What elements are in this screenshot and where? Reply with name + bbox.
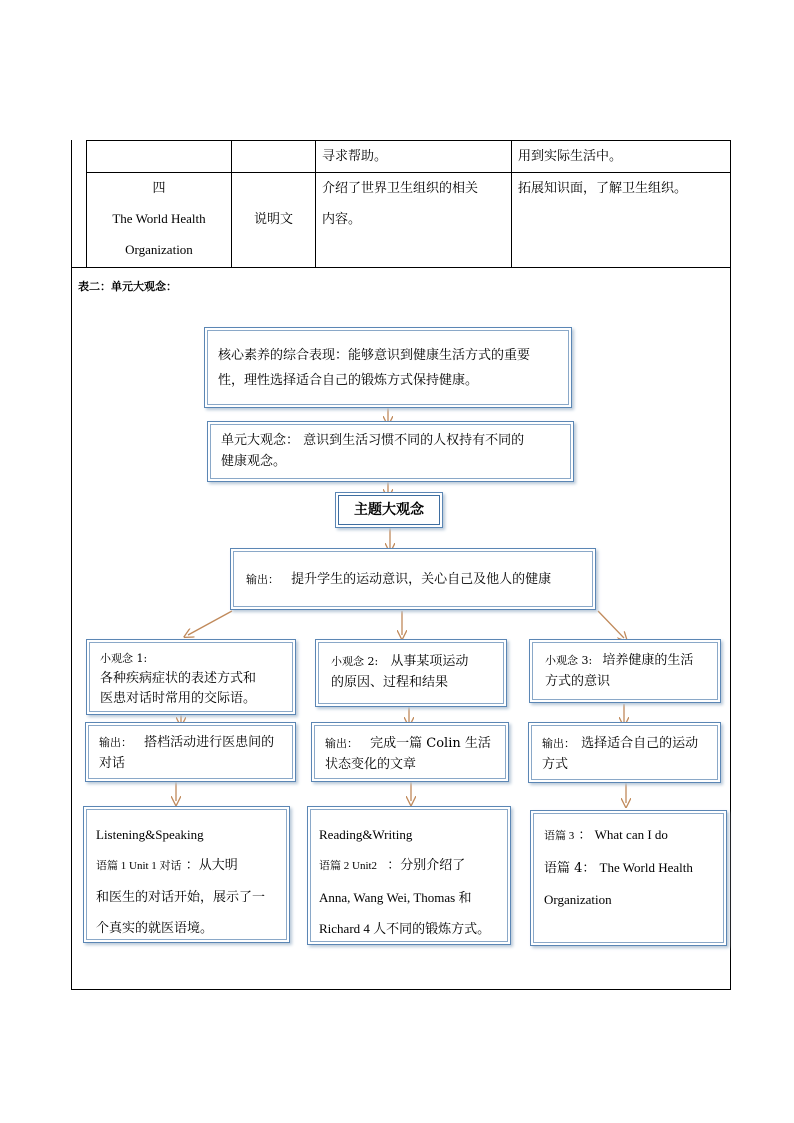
output-1-label: 输出： — [99, 736, 132, 749]
sub-idea-1-label: 小观念 1: — [100, 652, 148, 665]
text-1-line2-row — [96, 850, 277, 882]
text-2-box — [310, 809, 508, 942]
core-competency-line1: 核心素养的综合表现：能够意识到健康生活方式的重要 — [218, 348, 531, 363]
sub-idea-2-label: 小观念 2: — [331, 655, 379, 668]
text-2-line2-row — [319, 850, 499, 882]
sub-idea-3-line2: 方式的意识 — [545, 674, 611, 689]
text-2-line3: Anna, Wang Wei, Thomas 和 — [319, 890, 472, 905]
theme-big-idea-box — [338, 495, 440, 525]
output-3-line1-row — [542, 733, 707, 754]
output-3-box — [531, 725, 718, 780]
output-2-line2: 状态变化的文章 — [325, 757, 417, 772]
sub-idea-2-line2: 的原因、过程和结果 — [331, 675, 449, 690]
text-3-box — [533, 813, 724, 943]
output-1-line2: 对话 — [99, 756, 126, 771]
text-2-line2b: ：分别介绍了 — [387, 858, 466, 873]
output-2-line1-row — [325, 733, 495, 754]
sub-idea-3-label: 小观念 3: — [545, 654, 593, 667]
text-1-line2a: 语篇 1 Unit 1 对话 — [96, 860, 182, 872]
sub-idea-2-line1: 从事某项运动 — [390, 654, 469, 669]
core-competency-box — [207, 330, 569, 405]
sub-idea-3-box — [532, 642, 718, 700]
text-2-line4: Richard 4 人不同的锻炼方式。 — [319, 921, 491, 936]
unit-big-idea-line2: 健康观念。 — [221, 454, 287, 469]
output-3-line1: 选择适合自己的运动 — [581, 736, 699, 751]
output-3-line2: 方式 — [542, 757, 569, 772]
text-3-line1a: 语篇 3 — [544, 830, 575, 842]
sub-idea-1-line1: 各种疾病症状的表述方式和 — [100, 671, 257, 686]
output-text: 提升学生的运动意识，关心自己及他人的健康 — [291, 572, 552, 587]
sub-idea-1-line2: 医患对话时常用的交际语。 — [100, 691, 257, 706]
table-cell-content-line1: 介绍了世界卫生组织的相关 — [322, 181, 479, 196]
text-3-line1-row — [544, 819, 713, 852]
arrow-output-to-sub3 — [598, 611, 624, 638]
arrow-output-to-sub1 — [188, 611, 232, 635]
text-1-line1: Listening&Speaking — [96, 827, 204, 842]
output-3-label: 输出： — [542, 737, 575, 750]
unit-big-idea-box — [210, 424, 571, 479]
table-cell: 用到实际生活中。 — [518, 149, 623, 164]
text-3-line2b: The World Health — [599, 860, 693, 875]
unit-big-idea-line1: 单元大观念： 意识到生活习惯不同的人权持有不同的 — [221, 433, 525, 448]
text-2-line1: Reading&Writing — [319, 827, 413, 842]
text-1-line2b: ：从大明 — [185, 858, 238, 873]
table-cell-goal: 拓展知识面，了解卫生组织。 — [518, 181, 688, 196]
output-1-line1-row — [99, 732, 282, 753]
output-1-line1: 搭档活动进行医患间的 — [144, 735, 275, 750]
output-2-label: 输出： — [325, 737, 358, 750]
text-3-line3: Organization — [544, 892, 612, 907]
text-3-line1b: ： What can I do — [578, 827, 668, 842]
text-1-box — [86, 809, 287, 940]
text-1-line4: 个真实的就医语境。 — [96, 921, 214, 936]
output-2-box — [314, 725, 506, 779]
text-3-line2a: 语篇 4： — [544, 861, 596, 876]
output-box — [233, 551, 593, 607]
core-competency-line2: 性，理性选择适合自己的锻炼方式保持健康。 — [218, 373, 479, 388]
table-cell-unit-number: 四 — [152, 181, 166, 196]
table-cell-content-line2: 内容。 — [322, 212, 362, 227]
table-cell-unit-title-line2: Organization — [125, 242, 193, 257]
table-cell: 寻求帮助。 — [322, 149, 388, 164]
output-2-line1: 完成一篇 Colin 生活 — [370, 736, 491, 751]
output-label: 输出： — [246, 573, 279, 586]
sub-idea-3-line1: 培养健康的生活 — [602, 653, 694, 668]
section-title: 表二：单元大观念： — [78, 280, 177, 293]
table-cell-genre: 说明文 — [253, 212, 293, 227]
text-2-line2a: 语篇 2 Unit2 — [319, 860, 378, 872]
theme-big-idea-label: 主题大观念 — [354, 502, 424, 518]
sub-idea-1-box — [89, 642, 293, 712]
text-1-line3: 和医生的对话开始，展示了一 — [96, 890, 266, 905]
sub-idea-2-line1-row — [331, 651, 491, 672]
sub-idea-3-line1-row — [545, 650, 705, 671]
sub-idea-2-box — [318, 642, 504, 704]
table-cell-unit-title-line1: The World Health — [112, 211, 206, 226]
output-1-box — [88, 725, 293, 779]
text-3-line2-row — [544, 852, 713, 884]
